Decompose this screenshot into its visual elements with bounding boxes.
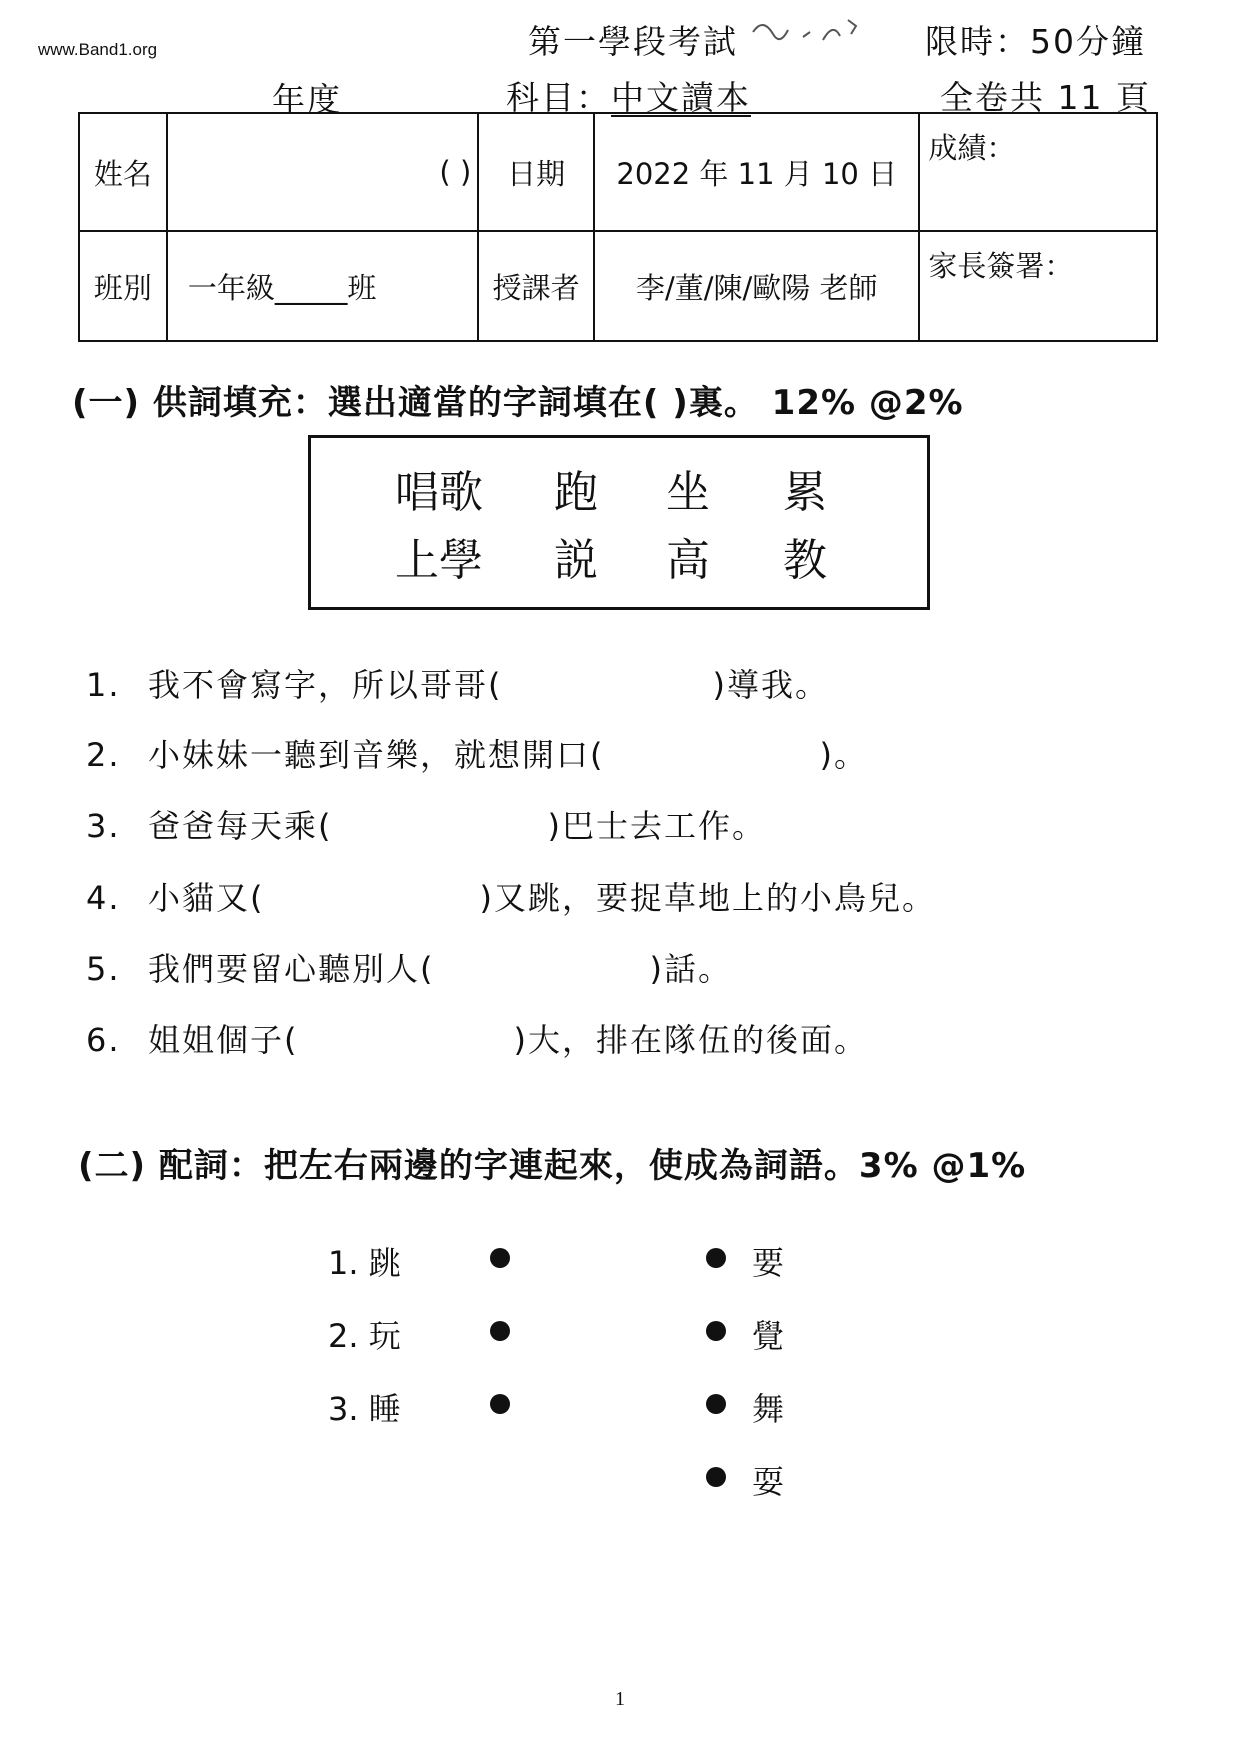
word-bank-item: 坐 [666,467,710,518]
teacher-label: 授課者 [478,231,594,341]
match-left-number: 2. [328,1317,359,1355]
match-right-word: 覺 [752,1317,785,1355]
question-text-before: 爸爸每天乘( [148,807,333,845]
question-text-after: )大，排在隊伍的後面。 [513,1021,868,1059]
match-left-dot[interactable] [490,1394,510,1414]
match-left-item [328,1311,401,1357]
page-count: 全卷共 11 頁 [940,78,1151,117]
question-number: 6. [86,1021,121,1059]
question-number: 4. [86,879,121,917]
section2-title: (二) 配詞：把左右兩邊的字連起來，使成為詞語。3% @1% [78,1146,1027,1186]
page-number: 1 [615,1688,625,1710]
question-text-before: 小貓又( [148,879,265,917]
match-left-word: 睡 [368,1390,401,1428]
word-bank-item: 説 [554,535,598,586]
word-bank-item: 跑 [554,467,598,518]
match-right-dot[interactable] [706,1248,726,1268]
question-number: 5. [86,950,121,988]
question-text-before: 姐姐個子( [148,1021,299,1059]
match-left-word: 跳 [368,1244,401,1282]
word-bank-item: 教 [783,535,827,586]
subject-value: 中文讀本 [611,78,751,117]
match-right-word: 舞 [752,1390,785,1428]
question-item [86,730,868,776]
question-text-before: 我們要留心聽別人( [148,950,435,988]
match-right-word: 耍 [752,1463,785,1501]
watermark-url: www.Band1.org [38,40,158,59]
match-left-item [328,1238,401,1284]
class-field[interactable]: 一年級_____班 [167,231,478,341]
match-left-dot[interactable] [490,1248,510,1268]
student-info-table [78,112,1158,342]
name-label: 姓名 [79,113,167,231]
question-text-after: )導我。 [712,666,829,704]
question-text-after: )。 [819,736,868,774]
question-number: 1. [86,666,121,704]
match-left-number: 1. [328,1244,359,1282]
teacher-value: 李/董/陳/歐陽 老師 [594,231,919,341]
question-item [86,873,936,919]
section1-title: (一) 供詞填充：選出適當的字詞填在( )裏。 12% @2% [72,383,964,423]
time-limit: 限時：50分鐘 [925,22,1146,61]
date-label: 日期 [478,113,594,231]
question-text-before: 我不會寫字，所以哥哥( [148,666,503,704]
name-field[interactable] [167,113,478,231]
scribble-mark-icon [748,12,868,52]
match-left-dot[interactable] [490,1321,510,1341]
score-field[interactable] [919,113,1157,231]
question-item [86,801,766,847]
match-right-dot[interactable] [706,1321,726,1341]
parent-signature-field[interactable] [919,231,1157,341]
question-text-after: )又跳，要捉草地上的小鳥兒。 [479,879,936,917]
question-number: 3. [86,807,121,845]
class-number-paren: ( ) [439,155,472,189]
question-text-after: )巴士去工作。 [547,807,766,845]
match-right-dot[interactable] [706,1394,726,1414]
word-bank-item: 唱歌 [395,467,483,518]
class-label: 班別 [79,231,167,341]
match-left-word: 玩 [368,1317,401,1355]
match-right-word: 要 [752,1244,785,1282]
word-bank-item: 上學 [395,535,483,586]
year-label: 年度 [272,80,342,119]
match-left-number: 3. [328,1390,359,1428]
word-bank-box [308,435,930,610]
date-value: 2022 年 11 月 10 日 [594,113,919,231]
subject-label: 科目： [506,78,611,117]
parent-signature-label: 家長簽署： [928,249,1074,283]
match-left-item [328,1384,401,1430]
exam-title: 第一學段考試 [528,22,738,61]
word-bank-item: 高 [666,535,710,586]
score-label: 成績： [928,131,1016,165]
question-item [86,1015,868,1061]
match-right-dot[interactable] [706,1467,726,1487]
question-item [86,944,732,990]
question-number: 2. [86,736,121,774]
word-bank-item: 累 [783,467,827,518]
question-text-after: )話。 [649,950,732,988]
question-item [86,660,829,706]
question-text-before: 小妹妹一聽到音樂，就想開口( [148,736,605,774]
